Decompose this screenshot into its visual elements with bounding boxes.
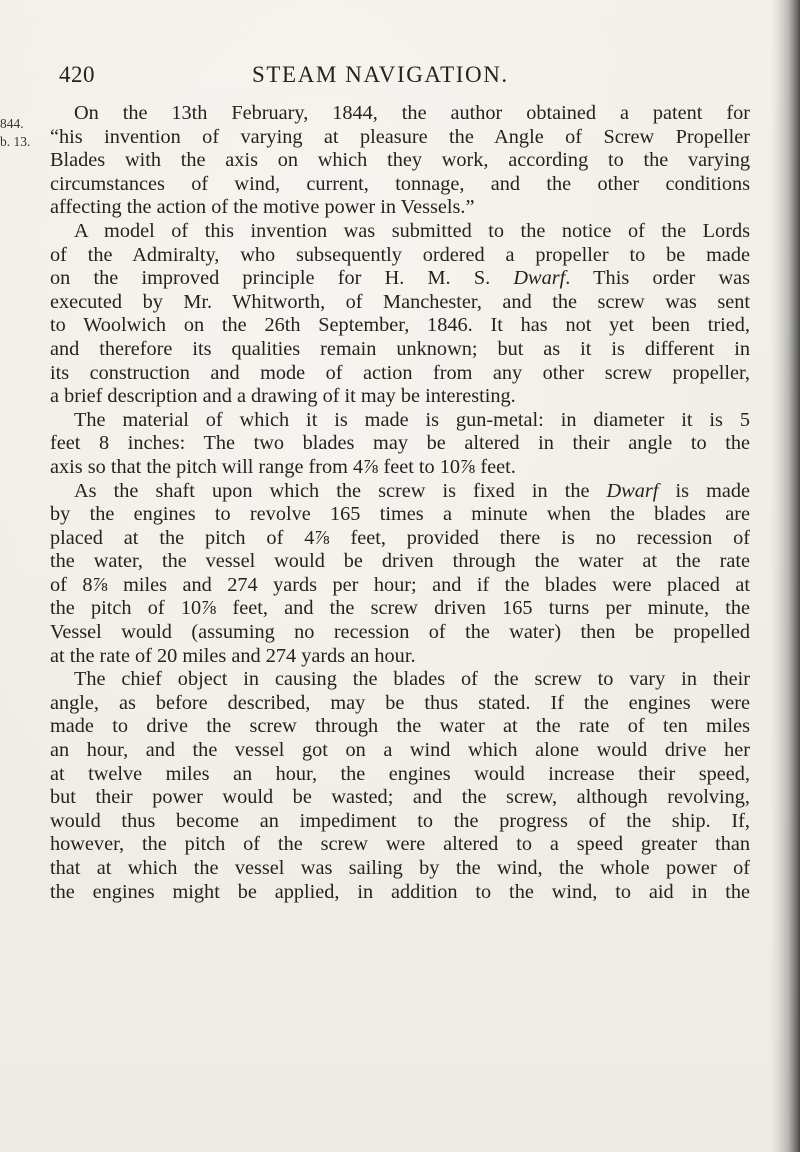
text-line: of 8⅞ miles and 274 yards per hour; and if the blades were placed at — [50, 573, 750, 596]
text-line: to Woolwich on the 26th September, 1846. It has not yet been tried, — [50, 314, 750, 337]
text-line: of the Admiralty, who subsequently ordered a propeller to be made — [50, 243, 750, 266]
text-line: circumstances of wind, current, tonnage, and the other conditions — [50, 172, 750, 195]
page-gutter-shadow — [770, 0, 800, 1152]
text-line: “his invention of varying at pleasure the Angle of Screw Propeller — [50, 125, 750, 148]
text-line: however, the pitch of the screw were altered to a speed greater than — [50, 833, 750, 856]
text-line: but their power would be wasted; and the screw, although revolving, — [50, 786, 750, 809]
text-line: angle, as before described, may be thus stated. If the engines were — [50, 691, 750, 714]
text-line: at twelve miles an hour, the engines would increase their speed, — [50, 762, 750, 785]
text-line: would thus become an impediment to the progress of the ship. If, — [50, 809, 750, 832]
text-line: A model of this invention was submitted to the notice of the Lords — [74, 219, 750, 242]
text-line: The material of which it is made is gun-metal: in diameter it is 5 — [74, 408, 750, 431]
text-line: axis so that the pitch will range from 4⅞ feet to 10⅞ feet. — [50, 455, 516, 478]
text-line: affecting the action of the motive power in Vessels.” — [50, 196, 475, 219]
text-line: the pitch of 10⅞ feet, and the screw driven 165 turns per minute, the — [50, 597, 750, 620]
running-title: STEAM NAVIGATION. — [252, 62, 509, 87]
text-line: at the rate of 20 miles and 274 yards an hour. — [50, 644, 416, 667]
text-line: Blades with the axis on which they work, according to the varying — [50, 149, 750, 172]
text-line: As the shaft upon which the screw is fixed in the Dwarf is made — [74, 479, 750, 502]
text-line: an hour, and the vessel got on a wind which alone would drive her — [50, 739, 750, 762]
margin-note-year: 844. — [0, 116, 24, 131]
text-line: The chief object in causing the blades of the screw to vary in their — [74, 668, 750, 691]
text-line: on the improved principle for H. M. S. Dwarf. This order was — [50, 267, 750, 290]
text-line: the engines might be applied, in addition to the wind, to aid in the — [50, 880, 750, 903]
text-line: executed by Mr. Whitworth, of Manchester, and the screw was sent — [50, 290, 750, 313]
body-text — [50, 102, 750, 904]
text-line: On the 13th February, 1844, the author obtained a patent for — [74, 102, 750, 124]
text-line: the water, the vessel would be driven through the water at the rate — [50, 550, 750, 573]
text-line: by the engines to revolve 165 times a minute when the blades are — [50, 503, 750, 526]
text-line: made to drive the screw through the water at the rate of ten miles — [50, 715, 750, 738]
text-line: its construction and mode of action from any other screw propeller, — [50, 361, 750, 384]
text-line: and therefore its qualities remain unknown; but as it is different in — [50, 337, 750, 360]
page-number: 420 — [59, 62, 95, 87]
text-line: a brief description and a drawing of it may be interesting. — [50, 385, 516, 408]
text-line: feet 8 inches: The two blades may be altered in their angle to the — [50, 432, 750, 455]
text-line: that at which the vessel was sailing by the wind, the whole power of — [50, 857, 750, 879]
margin-note-date: b. 13. — [0, 134, 31, 149]
text-line: Vessel would (assuming no recession of the water) then be propelled — [50, 621, 750, 644]
text-line: placed at the pitch of 4⅞ feet, provided there is no recession of — [50, 526, 750, 549]
running-head — [0, 62, 800, 92]
